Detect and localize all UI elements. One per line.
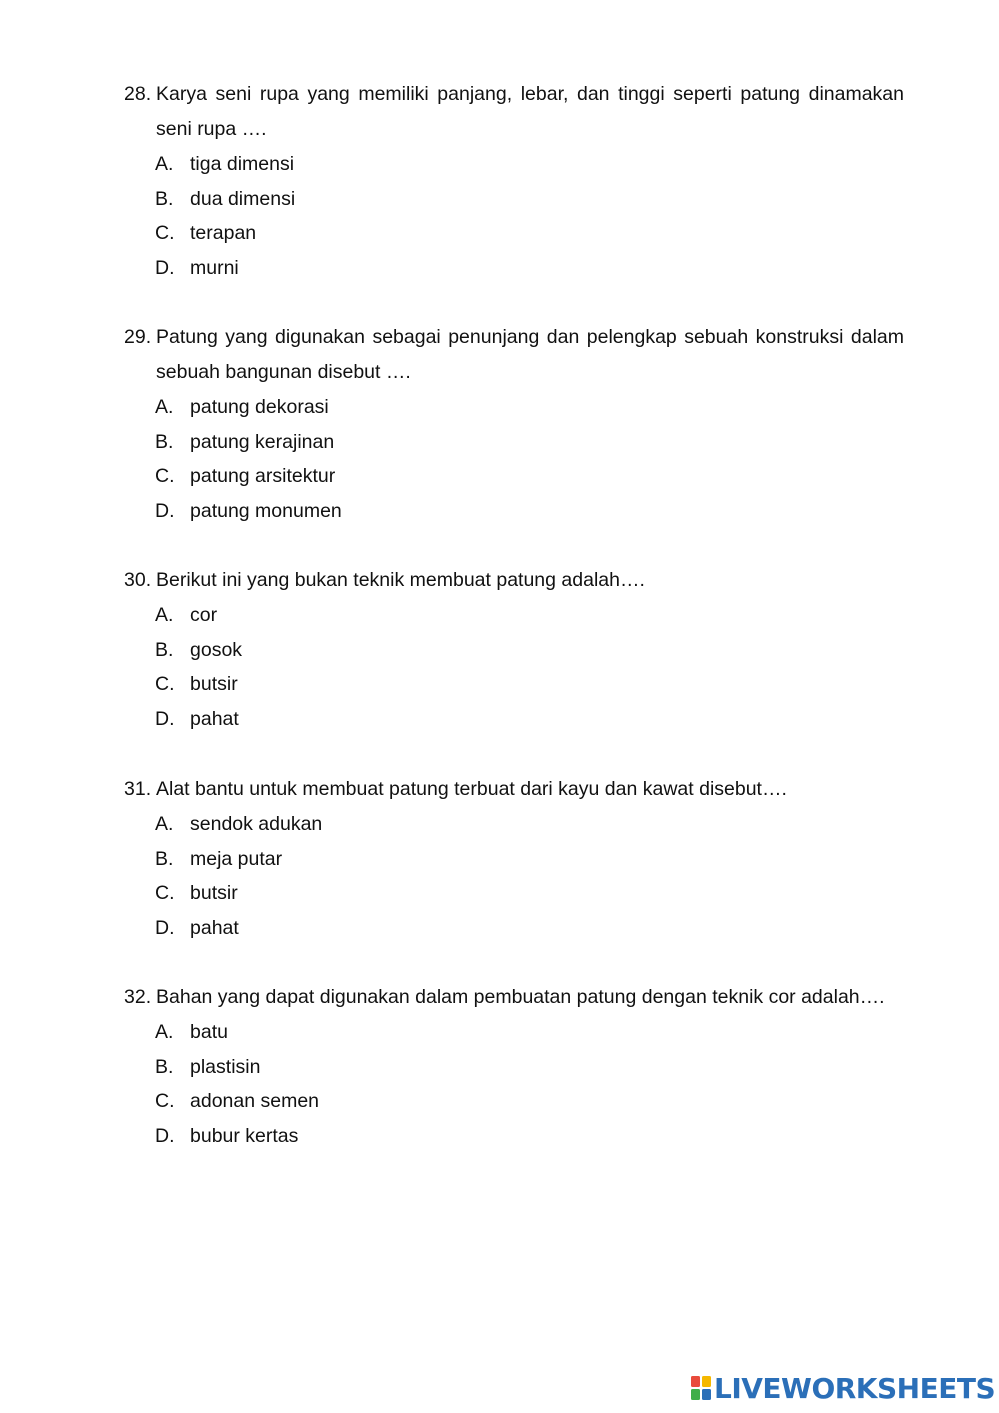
option-letter: A. (155, 1021, 174, 1043)
option-letter: D. (155, 500, 175, 523)
option-list (155, 807, 904, 946)
question-number: 30. (124, 569, 152, 591)
option-letter: D. (155, 257, 175, 280)
question-number: 29. (124, 326, 152, 348)
option-letter: C. (155, 222, 175, 245)
option-text: meja putar (190, 847, 283, 870)
option-text: batu (190, 1021, 228, 1043)
option-b[interactable] (155, 1050, 904, 1085)
question-31 (124, 772, 904, 946)
option-d[interactable] (155, 494, 904, 529)
option-letter: A. (155, 604, 174, 626)
option-a[interactable] (155, 147, 904, 182)
option-b[interactable] (155, 842, 904, 877)
option-text: sendok adukan (190, 813, 323, 835)
option-c[interactable] (155, 876, 904, 911)
option-letter: D. (155, 708, 175, 731)
option-letter: B. (155, 1055, 174, 1078)
option-a[interactable] (155, 598, 904, 633)
liveworksheets-mark-icon (690, 1375, 712, 1401)
question-30 (124, 563, 904, 737)
question-stem (124, 77, 904, 147)
option-letter: C. (155, 673, 175, 696)
option-c[interactable] (155, 1084, 904, 1119)
option-b[interactable] (155, 425, 904, 460)
option-b[interactable] (155, 182, 904, 217)
option-letter: C. (155, 882, 175, 905)
option-letter: C. (155, 1090, 175, 1113)
option-text: terapan (190, 222, 257, 245)
question-text: Alat bantu untuk membuat patung terbuat dari kayu dan kawat disebut…. (156, 778, 787, 800)
option-text: bubur kertas (190, 1125, 299, 1148)
option-letter: A. (155, 396, 174, 418)
option-text: tiga dimensi (190, 153, 295, 175)
question-number: 31. (124, 778, 152, 800)
option-c[interactable] (155, 216, 904, 251)
question-number: 32. (124, 986, 152, 1008)
question-number: 28. (124, 83, 152, 105)
question-stem (124, 320, 904, 390)
question-29 (124, 320, 904, 529)
option-text: patung dekorasi (190, 396, 329, 418)
question-text: Bahan yang dapat digunakan dalam pembuatan patung dengan teknik cor adalah…. (156, 986, 885, 1008)
question-stem (124, 563, 904, 598)
question-text: Karya seni rupa yang memiliki panjang, lebar, dan tinggi seperti patung dinamakan seni rupa …. (156, 83, 904, 140)
question-stem (124, 772, 904, 807)
option-text: butsir (190, 882, 238, 905)
question-text: Patung yang digunakan sebagai penunjang dan pelengkap sebuah konstruksi dalam sebuah bangunan disebut …. (156, 326, 904, 383)
question-text: Berikut ini yang bukan teknik membuat patung adalah…. (156, 569, 645, 591)
option-letter: B. (155, 187, 174, 210)
option-letter: B. (155, 638, 174, 661)
option-letter: D. (155, 917, 175, 940)
option-a[interactable] (155, 390, 904, 425)
option-a[interactable] (155, 1015, 904, 1050)
liveworksheets-logo (690, 1370, 995, 1406)
option-list (155, 598, 904, 737)
option-b[interactable] (155, 633, 904, 668)
option-text: patung arsitektur (190, 465, 336, 488)
option-letter: A. (155, 813, 174, 835)
option-text: patung monumen (190, 500, 342, 523)
option-letter: B. (155, 430, 174, 453)
option-text: gosok (190, 638, 243, 661)
option-c[interactable] (155, 667, 904, 702)
logo-text: LIVEWORKSHEETS (714, 1371, 996, 1405)
option-text: cor (190, 604, 218, 626)
option-d[interactable] (155, 251, 904, 286)
option-text: murni (190, 257, 239, 280)
option-c[interactable] (155, 459, 904, 494)
option-list (155, 147, 904, 286)
option-list (155, 390, 904, 529)
option-letter: B. (155, 847, 174, 870)
option-letter: A. (155, 153, 174, 175)
question-28 (124, 77, 904, 286)
option-d[interactable] (155, 702, 904, 737)
question-32 (124, 980, 904, 1154)
option-text: pahat (190, 917, 239, 940)
option-a[interactable] (155, 807, 904, 842)
option-text: pahat (190, 708, 239, 731)
option-text: adonan semen (190, 1090, 320, 1113)
option-letter: D. (155, 1125, 175, 1148)
option-text: patung kerajinan (190, 430, 335, 453)
question-stem (124, 980, 904, 1015)
option-text: dua dimensi (190, 187, 296, 210)
option-text: plastisin (190, 1055, 261, 1078)
option-letter: C. (155, 465, 175, 488)
option-d[interactable] (155, 1119, 904, 1154)
option-list (155, 1015, 904, 1154)
option-d[interactable] (155, 911, 904, 946)
option-text: butsir (190, 673, 238, 696)
